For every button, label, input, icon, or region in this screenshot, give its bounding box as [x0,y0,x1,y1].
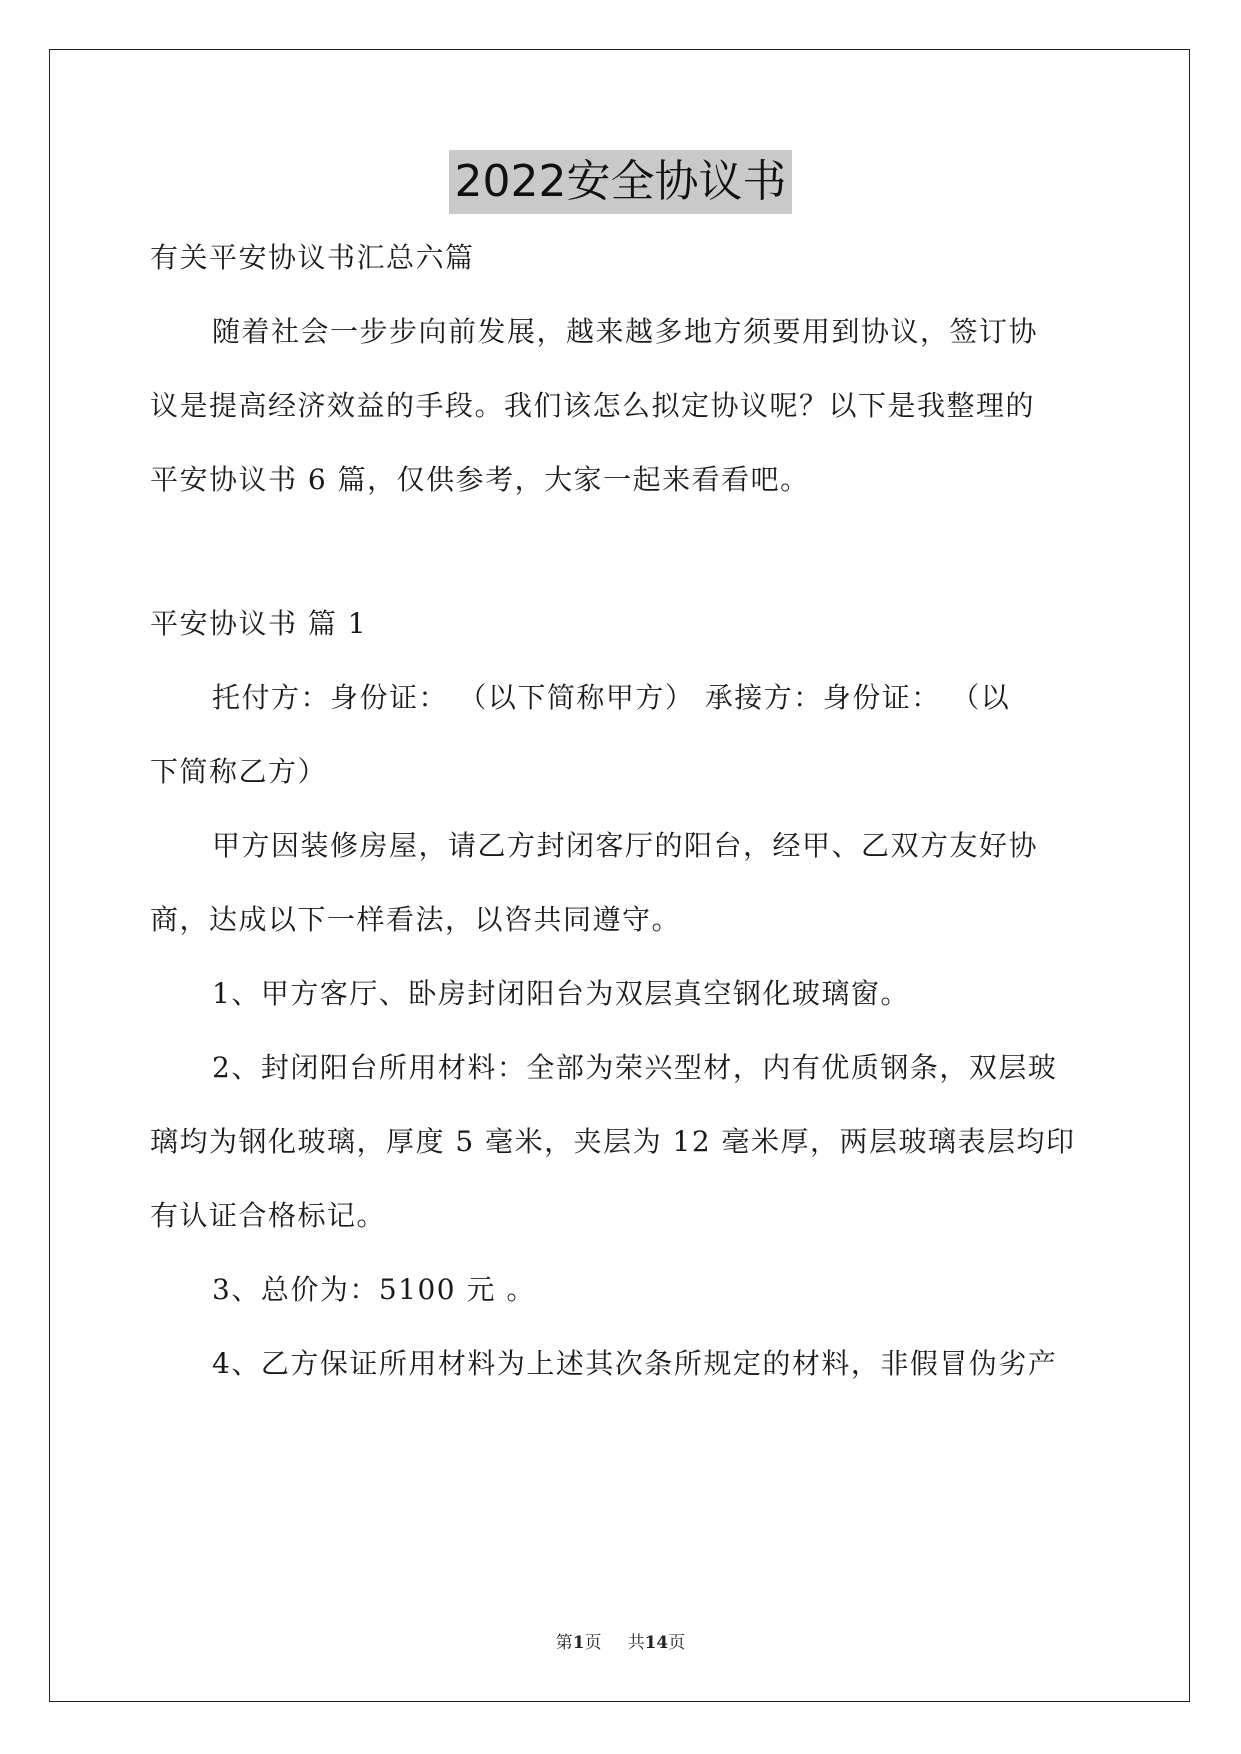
total-prefix: 共 [627,1633,645,1653]
title-container [0,150,1241,214]
paragraph-line: 随着社会一步步向前发展，越来越多地方须要用到协议，签订协 [212,315,1039,348]
page-prefix: 第 [555,1633,573,1653]
clause-line: 璃均为钢化玻璃，厚度 5 毫米，夹层为 12 毫米厚，两层玻璃表层均印 [150,1125,1076,1158]
paragraph-line: 商，达成以下一样看法，以咨共同遵守。 [150,903,682,936]
total-pages: 14 [644,1633,669,1653]
page-footer [0,1628,1241,1653]
subtitle: 有关平安协议书汇总六篇 [150,241,475,274]
page-border [49,49,1190,1702]
clause-line: 3、总价为：5100 元 。 [212,1273,536,1306]
paragraph-line: 议是提高经济效益的手段。我们该怎么拟定协议呢？以下是我整理的 [150,389,1036,422]
clause-line: 1、甲方客厅、卧房封闭阳台为双层真空钢化玻璃窗。 [212,977,910,1010]
paragraph-line: 下简称乙方） [150,755,328,788]
total-suffix: 页 [668,1633,686,1653]
document-title: 2022安全协议书 [449,150,793,214]
paragraph-line: 平安协议书 6 篇，仅供参考，大家一起来看看吧。 [150,463,810,496]
section-heading: 平安协议书 篇 1 [150,607,368,640]
clause-line: 4、乙方保证所用材料为上述其次条所规定的材料，非假冒伪劣产 [212,1347,1058,1380]
clause-line: 有认证合格标记。 [150,1199,387,1232]
page-number: 1 [572,1633,585,1653]
paragraph-line: 甲方因装修房屋，请乙方封闭客厅的阳台，经甲、乙双方友好协 [212,829,1039,862]
page-suffix: 页 [584,1633,602,1653]
paragraph-line: 托付方：身份证： （以下简称甲方） 承接方：身份证： （以 [212,681,1011,714]
clause-line: 2、封闭阳台所用材料：全部为荣兴型材，内有优质钢条，双层玻 [212,1051,1058,1084]
